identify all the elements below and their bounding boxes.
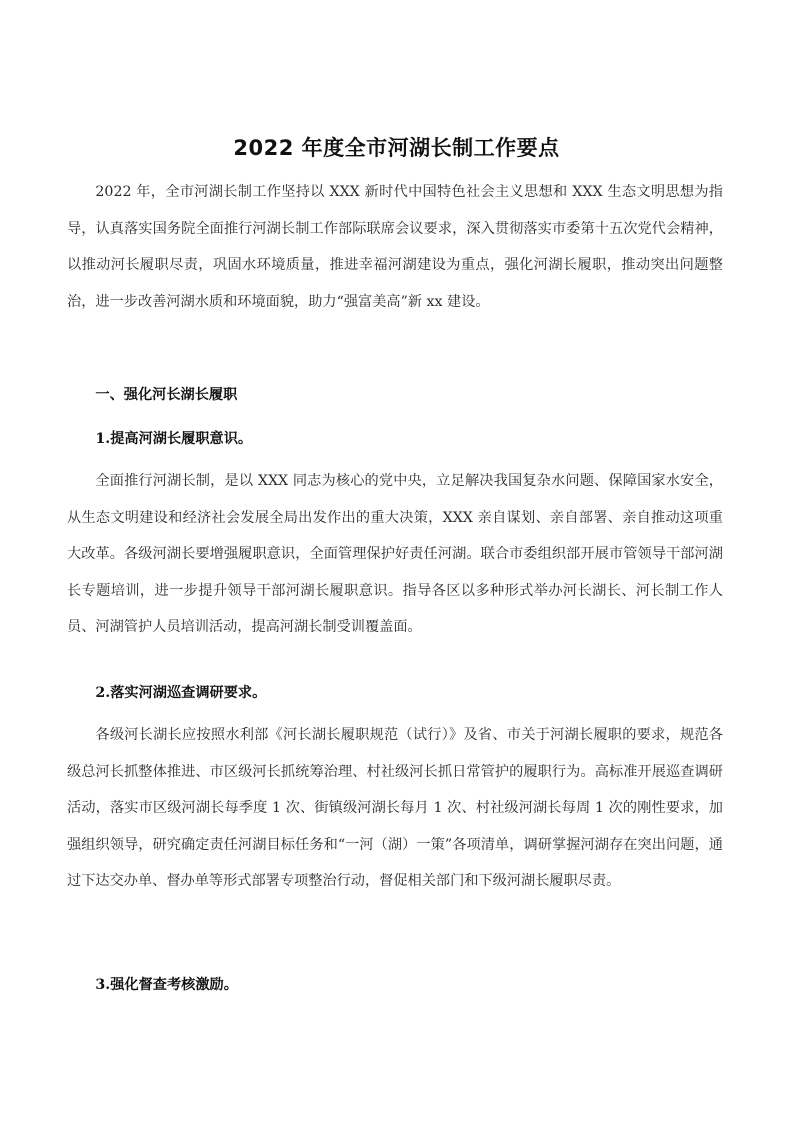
subsection-heading-3: 3.强化督查考核激励。 xyxy=(95,977,238,993)
subsection-paragraph-2: 各级河长湖长应按照水利部《河长湖长履职规范（试行）》及省、市关于河湖长履职的要求，规范各级总河长抓整体推进、市区级河长抓统筹治理、村社级河长抓日常管护的履职行为。高标准开展巡查调研活动，落实市区级河湖长每季度 1 次、街镇级河湖长每月 1 次、村社级河湖长每周 1 次的刚性要求，加强组织领导，研究确定责任河湖目标任务和“一河（湖）一策”各项清单，调研掌握河湖存在突出问题，通过下达交办单、督办单等形式部署专项整治行动，督促相关部门和下级河湖长履职尽责。 xyxy=(67,727,723,890)
subsection-heading-2: 2.落实河湖巡查调研要求。 xyxy=(95,685,267,701)
subsection-paragraph-1: 全面推行河湖长制，是以 XXX 同志为核心的党中央，立足解决我国复杂水问题、保障国家水安全，从生态文明建设和经济社会发展全局出发作出的重大决策，XXX 亲自谋划、亲自部署、亲自推动这项重大改革。各级河湖长要增强履职意识，全面管理保护好责任河湖。联合市委组织部开展市管领导干部河湖长专题培训，进一步提升领导干部河湖长履职意识。指导各区以多种形式举办河长湖长、河长制工作人员、河湖管护人员培训活动，提高河湖长制受训覆盖面。 xyxy=(67,473,723,636)
intro-paragraph: 2022 年，全市河湖长制工作坚持以 XXX 新时代中国特色社会主义思想和 XXX 生态文明思想为指导，认真落实国务院全面推行河湖长制工作部际联席会议要求，深入贯彻落实市委第十五次党代会精神，以推动河长履职尽责，巩固水环境质量，推进幸福河湖建设为重点，强化河湖长履职，推动突出问题整治，进一步改善河湖水质和环境面貌，助力“强富美高”新 xx 建设。 xyxy=(67,184,723,310)
section-heading-1: 一、强化河长湖长履职 xyxy=(95,387,238,403)
subsection-heading-1: 1.提高河湖长履职意识。 xyxy=(95,431,253,447)
document-title: 2022 年度全市河湖长制工作要点 xyxy=(233,136,560,161)
